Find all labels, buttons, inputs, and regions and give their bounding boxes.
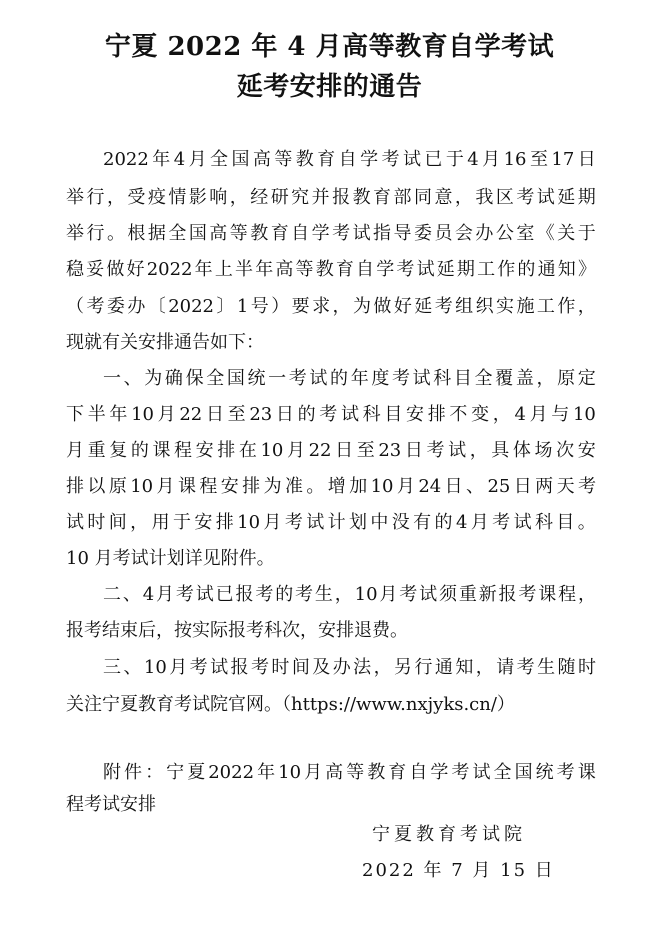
body-line: 程考试安排 bbox=[66, 794, 156, 815]
body-line: 附 件 ： 宁 夏 2022 年 10 月 高 等 教 育 自 学 考 试 全 国 统 考 课 bbox=[103, 762, 596, 783]
body-line: 二 、 4 月 考 试 已 报 考 的 考 生 ， 10 月 考 试 须 重 新 报 考 课 程 ， bbox=[103, 584, 596, 605]
document-title-line-2: 延考安排的通告 bbox=[236, 72, 423, 102]
document-title-line-1: 宁夏 2022 年 4 月高等教育自学考试 bbox=[104, 32, 555, 62]
body-line: 一 、 为 确 保 全 国 统 一 考 试 的 年 度 考 试 科 目 全 覆 盖 ， 原 定 bbox=[103, 368, 596, 389]
body-line: 试 时 间 ， 用 于 安 排 10 月 考 试 计 划 中 没 有 的 4 月 考 试 科 目 。 bbox=[66, 512, 596, 533]
body-line: 报考结束后，按实际报考科次，安排退费。 bbox=[66, 620, 408, 641]
body-line: 2022 年 4 月 全 国 高 等 教 育 自 学 考 试 已 于 4 月 16 至 17 日 bbox=[103, 149, 596, 170]
body-line: （ 考 委 办 〔 2022 〕 1 号 ） 要 求 ， 为 做 好 延 考 组 织 实 施 工 作 ， bbox=[66, 296, 596, 317]
body-line: 月 重 复 的 课 程 安 排 在 10 月 22 日 至 23 日 考 试 ， 具 体 场 次 安 bbox=[66, 440, 596, 461]
issue-date: 2022 年 7 月 15 日 bbox=[362, 860, 555, 881]
body-line: 关注宁夏教育考试院官网。（https://www.nxjyks.cn/） bbox=[66, 694, 515, 715]
body-line: 10 月考试计划详见附件。 bbox=[66, 548, 275, 569]
body-line: 排 以 原 10 月 课 程 安 排 为 准 。 增 加 10 月 24 日 、 25 日 两 天 考 bbox=[66, 476, 596, 497]
issuing-organization: 宁夏教育考试院 bbox=[372, 824, 526, 845]
body-line: 下 半 年 10 月 22 日 至 23 日 的 考 试 科 目 安 排 不 变 ， 4 月 与 10 bbox=[66, 404, 596, 425]
body-line: 三 、 10 月 考 试 报 考 时 间 及 办 法 ， 另 行 通 知 ， 请 考 生 随 时 bbox=[103, 657, 596, 678]
body-line: 稳 妥 做 好 2022 年 上 半 年 高 等 教 育 自 学 考 试 延 期 工 作 的 通 知 》 bbox=[66, 259, 596, 280]
body-line: 举 行 。 根 据 全 国 高 等 教 育 自 学 考 试 指 导 委 员 会 办 公 室 《 关 于 bbox=[66, 223, 596, 244]
body-line: 举 行 ， 受 疫 情 影 响 ， 经 研 究 并 报 教 育 部 同 意 ， 我 区 考 试 延 期 bbox=[66, 187, 596, 208]
body-line: 现就有关安排通告如下： bbox=[66, 332, 264, 353]
